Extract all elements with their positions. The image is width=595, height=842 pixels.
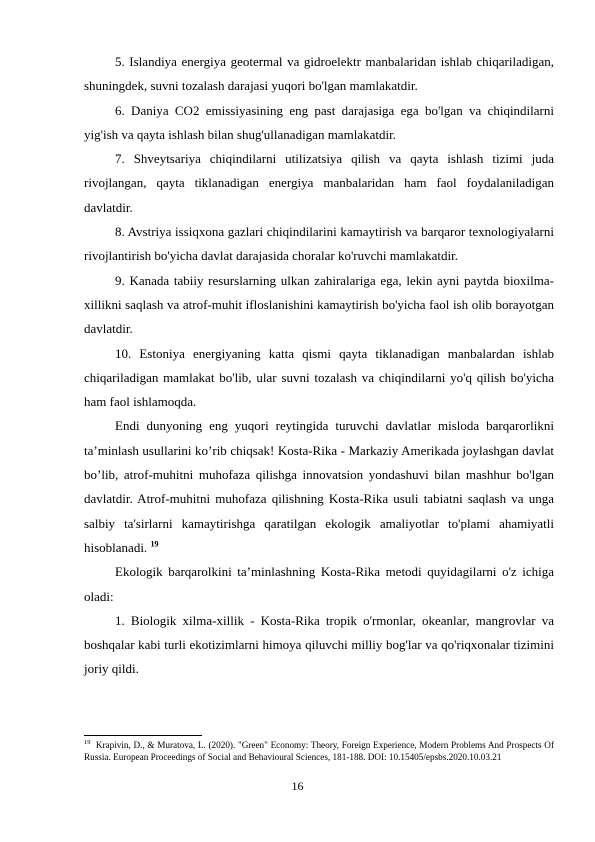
paragraph-denmark: 6. Daniya CO2 emissiyasining eng past darajasiga ega bo'lgan va chiqindilarni yig'ish va qayta ishlash bilan shug'ullanadigan mamlakatdir. (84, 102, 554, 142)
paragraph-austria: 8. Avstriya issiqxona gazlari chiqindilarini kamaytirish va barqaror texnologiyalarni rivojlantirish bo'yicha davlat darajasida choralar ko'ruvchi mamlakatdir. (84, 224, 554, 264)
footnote-number: 19 (84, 738, 91, 746)
page-number: 16 (291, 779, 304, 793)
paragraph-canada: 9. Kanada tabiiy resurslarning ulkan zahiralariga ega, lekin ayni paytda bioxilma-xillikni saqlash va atrof-muhit ifloslanishini kamaytirish bo'yicha faol ish olib borayotgan davlatdir. (84, 272, 554, 337)
paragraph-switzerland: 7. Shveytsariya chiqindilarni utilizatsiya qilish va qayta ishlash tizimi juda rivojlangan, qayta tiklanadigan energiya manbalaridan ham faol foydalaniladigan davlatdir. (84, 151, 554, 215)
paragraph-costa-rica-intro (84, 414, 554, 560)
footnote-reference[interactable]: 19 (150, 539, 159, 549)
footnote-divider (84, 735, 202, 736)
footnote (84, 739, 554, 763)
paragraph-iceland: 5. Islandiya energiya geotermal va gidroelektr manbalaridan ishlab chiqariladigan, shuningdek, suvni tozalash darajasi yuqori bo'lgan mamlakatdir. (84, 54, 554, 94)
footnote-text: Krapivin, D., & Muratova, L. (2020). "Green" Economy: Theory, Foreign Experience, Modern Problems And Prospects Of Russia. European Proceedings of Social and Behavioural Sciences, 181-188. DOI: 10.15405/epsbs.2020.10.03.21 (84, 740, 554, 762)
page-body (84, 50, 554, 682)
paragraph-estonia: 10. Estoniya energiyaning katta qismi qayta tiklanadigan manbalardan ishlab chiqariladigan mamlakat bo'lib, ular suvni tozalash va chiqindilarni yo'q qilish bo'yicha ham faol ishlamoqda. (84, 345, 554, 410)
paragraph-costa-rica-text: Endi dunyoning eng yuqori reytingida turuvchi davlatlar misloda barqarorlikni ta’minlash usullarini ko’rib chiqsak! Kosta-Rika - Markaziy Amerikada joylashgan davlat bo’lib, atrof-muhitni muhofaza qilishga innovatsion yondashuvi bilan mashhur bo'lgan davlatdir. Atrof-muhitni muhofaza qilishning Kosta-Rika usuli tabiatni saqlash va unga salbiy ta'sirlarni kamaytirishga qaratilgan ekologik amaliyotlar to'plami ahamiyatli hisoblanadi. (84, 418, 554, 555)
paragraph-biodiversity: 1. Biologik xilma-xillik - Kosta-Rika tropik o'rmonlar, okeanlar, mangrovlar va boshqalar kabi turli ekotizimlarni himoya qiluvchi milliy bog'lar va qo'riqxonalar tizimini joriy qildi. (84, 612, 554, 677)
paragraph-method-intro: Ekologik barqarolkini ta’minlashning Kosta-Rika metodi quyidagilarni o'z ichiga oladi: (84, 564, 554, 604)
